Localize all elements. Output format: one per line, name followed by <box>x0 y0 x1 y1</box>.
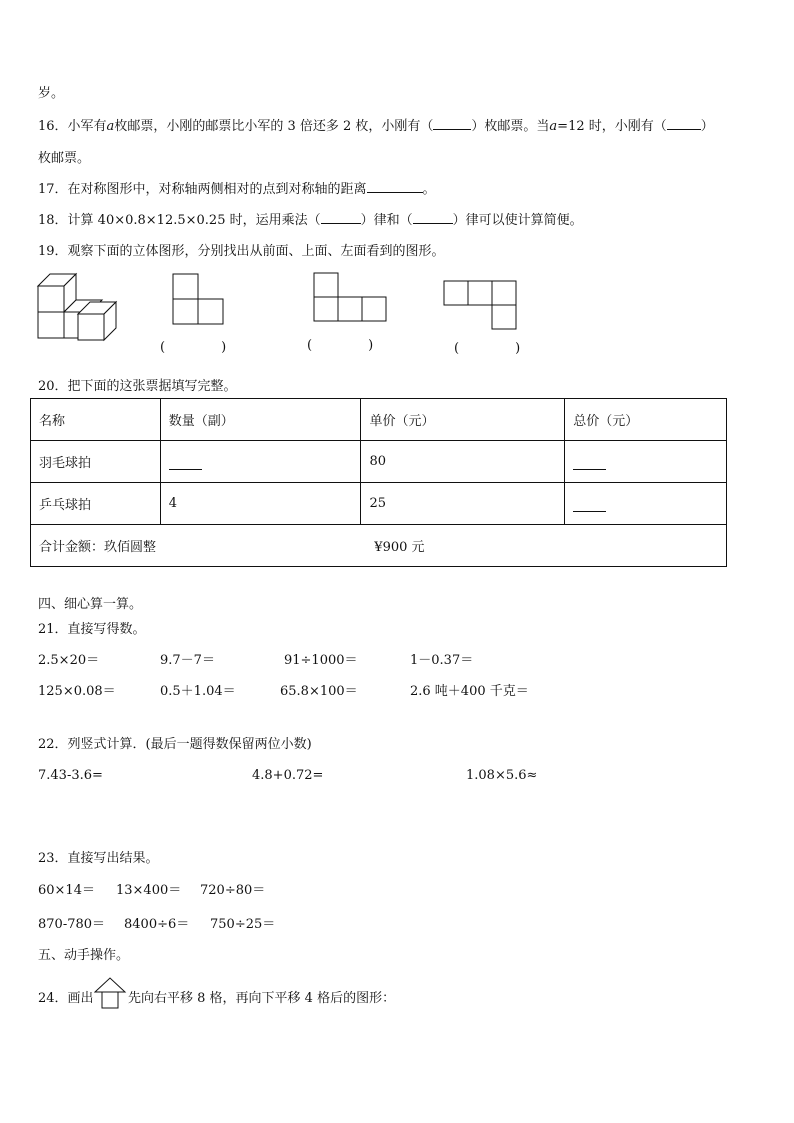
q21-item: 65.8×100＝ <box>280 684 358 699</box>
q21-item: 2.5×20＝ <box>38 653 100 668</box>
q16-part1: 16．小军有 <box>38 119 107 134</box>
q17-end: 。 <box>422 182 436 197</box>
q21-item: 0.5＋1.04＝ <box>160 684 236 699</box>
q23-item: 720÷80＝ <box>200 883 266 898</box>
cube-solid-figure <box>36 270 128 346</box>
view-2-answer[interactable]: ( ) <box>307 338 374 353</box>
view-figure-2 <box>313 272 389 323</box>
row-total-blank[interactable] <box>565 483 727 525</box>
question-22: 22．列竖式计算．(最后一题得数保留两位小数) <box>38 737 312 752</box>
question-17 <box>38 178 436 197</box>
q16-var-a2: a <box>549 119 558 134</box>
q22-item: 7.43-3.6= <box>38 768 103 783</box>
question-16 <box>38 115 714 134</box>
house-shape-icon <box>94 976 128 1010</box>
q23-item: 750÷25＝ <box>210 917 276 932</box>
q22-item: 1.08×5.6≈ <box>466 768 538 783</box>
q21-item: 91÷1000＝ <box>284 653 358 668</box>
q16-part3: ）枚邮票。当 <box>471 119 550 134</box>
view-1-answer[interactable]: ( ) <box>160 340 227 355</box>
header-total-price: 总价（元） <box>565 399 727 441</box>
q15-tail: 岁。 <box>38 86 65 101</box>
header-name: 名称 <box>31 399 161 441</box>
cube-front-lower <box>38 312 64 338</box>
table-row <box>31 441 727 483</box>
q16-part2: 枚邮票，小刚的邮票比小军的 3 倍还多 2 枚，小刚有（ <box>114 119 434 134</box>
table-row <box>31 483 727 525</box>
total-value: ¥900 元 <box>374 540 425 555</box>
q16-blank-2[interactable] <box>667 117 701 130</box>
q23-item: 870-780＝ <box>38 917 106 932</box>
question-24-part2: 先向右平移 8 格，再向下平移 4 格后的图形： <box>128 991 396 1006</box>
q23-item: 8400÷6＝ <box>124 917 190 932</box>
section-5-heading: 五、动手操作。 <box>38 948 130 963</box>
ticket-header-row <box>31 399 727 441</box>
q23-item: 60×14＝ <box>38 883 95 898</box>
ticket-total-row <box>31 525 727 567</box>
question-19: 19．观察下面的立体图形，分别找出从前面、上面、左面看到的图形。 <box>38 244 445 259</box>
cube-front-right <box>78 314 104 340</box>
view-figure-3 <box>443 280 519 332</box>
question-21: 21．直接写得数。 <box>38 622 146 637</box>
total-label: 合计金额：玖佰圆整 <box>39 540 157 555</box>
question-24-part1: 24．画出 <box>38 991 94 1006</box>
row-name: 乒乓球拍 <box>31 483 161 525</box>
row-total-blank[interactable] <box>565 441 727 483</box>
row-unit-price: 25 <box>361 483 565 525</box>
row-quantity: 4 <box>160 483 361 525</box>
ticket-total-cell <box>31 525 727 567</box>
question-18 <box>38 209 583 228</box>
q16-part5: ） <box>700 119 714 134</box>
question-23: 23．直接写出结果。 <box>38 851 159 866</box>
q21-item: 1－0.37＝ <box>410 653 474 668</box>
view-figure-1 <box>172 273 224 327</box>
q18-part2: ）律和（ <box>360 213 413 228</box>
q21-item: 2.6 吨＋400 千克＝ <box>410 684 529 699</box>
section-4-heading: 四、细心算一算。 <box>38 597 143 612</box>
q18-part1: 18．计算 40×0.8×12.5×0.25 时，运用乘法（ <box>38 213 321 228</box>
q22-item: 4.8+0.72= <box>252 768 324 783</box>
header-unit-price: 单价（元） <box>361 399 565 441</box>
q21-item: 125×0.08＝ <box>38 684 116 699</box>
q18-blank-1[interactable] <box>321 211 361 224</box>
q23-item: 13×400＝ <box>116 883 182 898</box>
q16-line2: 枚邮票。 <box>38 151 91 166</box>
ticket-table <box>30 398 727 567</box>
q18-part3: ）律可以使计算简便。 <box>452 213 583 228</box>
q16-blank-1[interactable] <box>433 117 471 130</box>
q16-part4: =12 时，小刚有（ <box>557 119 667 134</box>
row-name: 羽毛球拍 <box>31 441 161 483</box>
row-quantity-blank[interactable] <box>160 441 361 483</box>
view-3-answer[interactable]: ( ) <box>454 341 521 356</box>
question-20: 20．把下面的这张票据填写完整。 <box>38 379 237 394</box>
q17-blank[interactable] <box>367 180 423 193</box>
q17-text: 17．在对称图形中，对称轴两侧相对的点到对称轴的距离 <box>38 182 367 197</box>
row-unit-price: 80 <box>361 441 565 483</box>
q16-var-a: a <box>106 119 115 134</box>
header-quantity: 数量（副） <box>160 399 361 441</box>
cube-front-upper <box>38 286 64 312</box>
q18-blank-2[interactable] <box>413 211 453 224</box>
q21-item: 9.7－7＝ <box>160 653 215 668</box>
